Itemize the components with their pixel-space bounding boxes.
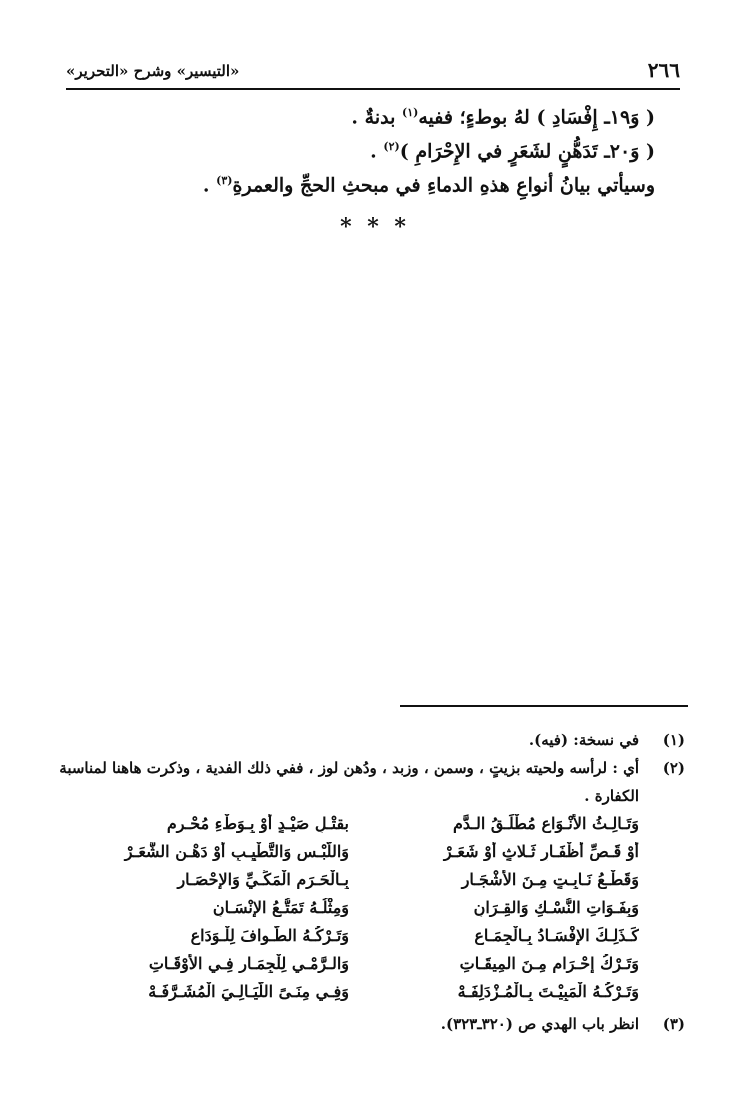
text-line: وسيأتي بيانُ أنواعِ هذهِ الدماءِ في مبحثِ الحجِّ والعمرةِ$^{(٣)}$ . bbox=[202, 174, 655, 197]
verse-first-half: أَوْ قَـصِّ أَظْفَـارٍ ثَـلاثٍ أَوْ شَعَـرْ bbox=[443, 842, 639, 861]
running-title: «التيسير» وشرح «التحرير» bbox=[66, 62, 240, 80]
verse-first-half: وَتَـرْكُ إِحْـرَامٍ مِـنَ المِيقَـاتِ bbox=[459, 954, 639, 973]
verse-second-half: بقتْـلِ صَيْـدٍ أَوْ بِـوَطْءِ مُحْـرِمِ bbox=[166, 814, 349, 833]
text-line: ( وَ١٩ـ إِفْسَادِ ) لهُ بوطءٍ؛ ففيه$^{(١)}$ بدنةٌ . bbox=[351, 106, 655, 129]
verse-first-half: وَبِفَـوَاتِ النُّسْـكِ وَالقِـرَانِ bbox=[473, 898, 639, 917]
footnote-text: في نسخة: (فيه). bbox=[528, 731, 639, 749]
poem bbox=[55, 814, 639, 1010]
verse-first-half: وَقَطْـعُ نَـابِـتٍ مِـنَ الأَشْجَـارِ bbox=[461, 870, 639, 889]
verse-row bbox=[55, 982, 639, 1010]
section-separator: * * * bbox=[340, 214, 410, 240]
page-number: ٢٦٦ bbox=[647, 58, 680, 82]
footnote-number: (٢) bbox=[662, 759, 685, 777]
verse-first-half: وَتَـرْكُـهُ الْمَبِيْـتَ بِـالْمُـزْدَلِفَـهْ bbox=[457, 982, 639, 1001]
verse-row bbox=[55, 898, 639, 926]
verse-row bbox=[55, 926, 639, 954]
footnote-number: (٣) bbox=[662, 1015, 685, 1033]
footnote bbox=[55, 726, 685, 754]
footnote-ref[interactable]: (١) bbox=[402, 106, 419, 119]
verse-row bbox=[55, 954, 639, 982]
footnote-text: انظر باب الهدي ص (٣٢٠ـ٣٢٣). bbox=[440, 1015, 639, 1033]
verse-row bbox=[55, 870, 639, 898]
verse-row bbox=[55, 814, 639, 842]
verse-first-half: وَتَـالِـثُ الأَنْـوَاعِ مُطْلَـقُ الـدَّمِ bbox=[452, 814, 639, 833]
verse-second-half: وَالـرَّمْـيِ لِلْجِمَـارِ فِـي الأَوْقَـاتِ bbox=[148, 954, 349, 973]
verse-second-half: وَتَـرْكُـهُ الطَّـوافَ لِلْـوَدَاعِ bbox=[190, 926, 349, 945]
footnote bbox=[55, 754, 685, 810]
verse-row bbox=[55, 842, 639, 870]
footnote-number: (١) bbox=[662, 731, 685, 749]
verse-second-half: وَمِثْلُـهُ تَمَتُّـعُ الإِنْسَـانِ bbox=[212, 898, 349, 917]
verse-second-half: بِـالْحَـرَمِ الْمَكِّـيِّ وَالإِحْصَـارِ bbox=[177, 870, 349, 889]
verse-first-half: كَـذَلِـكَ الإِفْسَـادُ بِـالْجِمَـاعِ bbox=[474, 926, 639, 945]
footnote-ref[interactable]: (٣) bbox=[216, 174, 233, 187]
verse-second-half: وَاللُّبْـسِ وَالتَّطْيِـبِ أَوْ دَهْـنِ الشَّعَـرْ bbox=[124, 842, 349, 861]
footnote-divider bbox=[400, 705, 688, 707]
main-text bbox=[65, 96, 655, 198]
footnote-ref[interactable]: (٢) bbox=[383, 140, 400, 153]
verse-second-half: وَفِـي مِنَـىً اللَّيَـالِـيَ الْمُشَـرَّفَـهْ bbox=[148, 982, 349, 1001]
page-header bbox=[66, 58, 680, 90]
footnotes bbox=[55, 726, 685, 1038]
footnote-text: أي : لرأسه ولحيته بزيتٍ ، وسمن ، وزبد ، ودُهن لوز ، ففي ذلك الفدية ، وذكرت هاهنا لمناسبة الكفارة . bbox=[59, 759, 639, 805]
footnote bbox=[55, 1010, 685, 1038]
text-line: ( وَ٢٠ـ تَدَهُّنٍ لشَعَرٍ في الإِحْرَامِ )$^{(٢)}$ . bbox=[370, 140, 655, 163]
